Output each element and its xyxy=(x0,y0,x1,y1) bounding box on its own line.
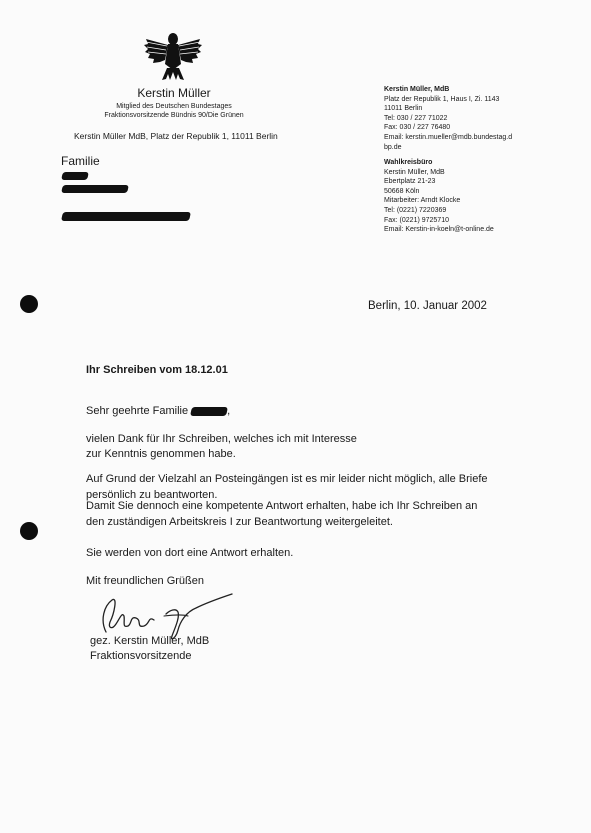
body-line: Sie werden von dort eine Antwort erhalten. xyxy=(86,547,294,559)
return-address: Kerstin Müller MdB, Platz der Republik 1, 11011 Berlin xyxy=(74,131,278,141)
salutation-comma: , xyxy=(227,405,231,417)
signature-name: gez. Kerstin Müller, MdB xyxy=(90,635,210,647)
salutation xyxy=(86,405,230,417)
redaction-mark xyxy=(190,405,231,417)
berlin-office-line: Platz der Republik 1, Haus I, Zi. 1143 xyxy=(384,95,500,103)
constituency-office-heading: Wahlkreisbüro xyxy=(384,159,433,166)
berlin-office-line: Fax: 030 / 227 76480 xyxy=(384,124,451,132)
punch-hole xyxy=(20,295,38,313)
constituency-office-block xyxy=(384,158,494,235)
constituency-office-line: Tel: (0221) 7220369 xyxy=(384,206,447,214)
redaction-mark xyxy=(61,172,89,180)
body-line: Auf Grund der Vielzahl an Posteingängen ist es mir leider nicht möglich, alle Briefe xyxy=(86,473,488,485)
constituency-office-line: Ebertplatz 21-23 xyxy=(384,178,436,186)
sender-name: Kerstin Müller xyxy=(137,86,211,100)
punch-hole xyxy=(20,522,38,540)
closing: Mit freundlichen Grüßen xyxy=(86,575,204,587)
letter-date: Berlin, 10. Januar 2002 xyxy=(368,300,487,312)
signature-title: Fraktionsvorsitzende xyxy=(90,650,192,662)
berlin-office-line: 11011 Berlin xyxy=(384,105,423,113)
berlin-office-line: Email: kerstin.mueller@mdb.bundestag.d xyxy=(384,133,513,141)
berlin-office-block xyxy=(384,85,512,152)
federal-eagle-icon xyxy=(142,30,204,82)
sender-subtitle-2: Fraktionsvorsitzende Bündnis 90/Die Grünen xyxy=(104,112,244,119)
redaction-mark xyxy=(61,212,191,221)
berlin-office-heading: Kerstin Müller, MdB xyxy=(384,86,450,93)
letter-subject: Ihr Schreiben vom 18.12.01 xyxy=(86,364,228,376)
constituency-office-line: Fax: (0221) 9725710 xyxy=(384,216,449,224)
berlin-office-line: bp.de xyxy=(384,143,402,151)
body-line: den zuständigen Arbeitskreis I zur Beantwortung weitergeleitet. xyxy=(86,516,393,528)
constituency-office-line: Mitarbeiter: Arndt Klocke xyxy=(384,197,461,205)
body-line: Damit Sie dennoch eine kompetente Antwort erhalten, habe ich Ihr Schreiben an xyxy=(86,500,478,512)
redaction-mark xyxy=(61,185,129,193)
body-line: vielen Dank für Ihr Schreiben, welches ich mit Interesse xyxy=(86,433,357,445)
constituency-office-line: 50668 Köln xyxy=(384,187,420,195)
body-line: zur Kenntnis genommen habe. xyxy=(86,448,236,460)
salutation-text: Sehr geehrte Familie xyxy=(86,405,189,417)
berlin-office-line: Tel: 030 / 227 71022 xyxy=(384,114,448,122)
recipient-label: Familie xyxy=(61,154,100,168)
constituency-office-line: Email: Kerstin-in-koeln@t-online.de xyxy=(384,226,494,234)
sender-subtitle-1: Mitglied des Deutschen Bundestages xyxy=(116,103,232,110)
body-line: persönlich zu beantworten. xyxy=(86,489,218,501)
constituency-office-line: Kerstin Müller, MdB xyxy=(384,168,445,176)
